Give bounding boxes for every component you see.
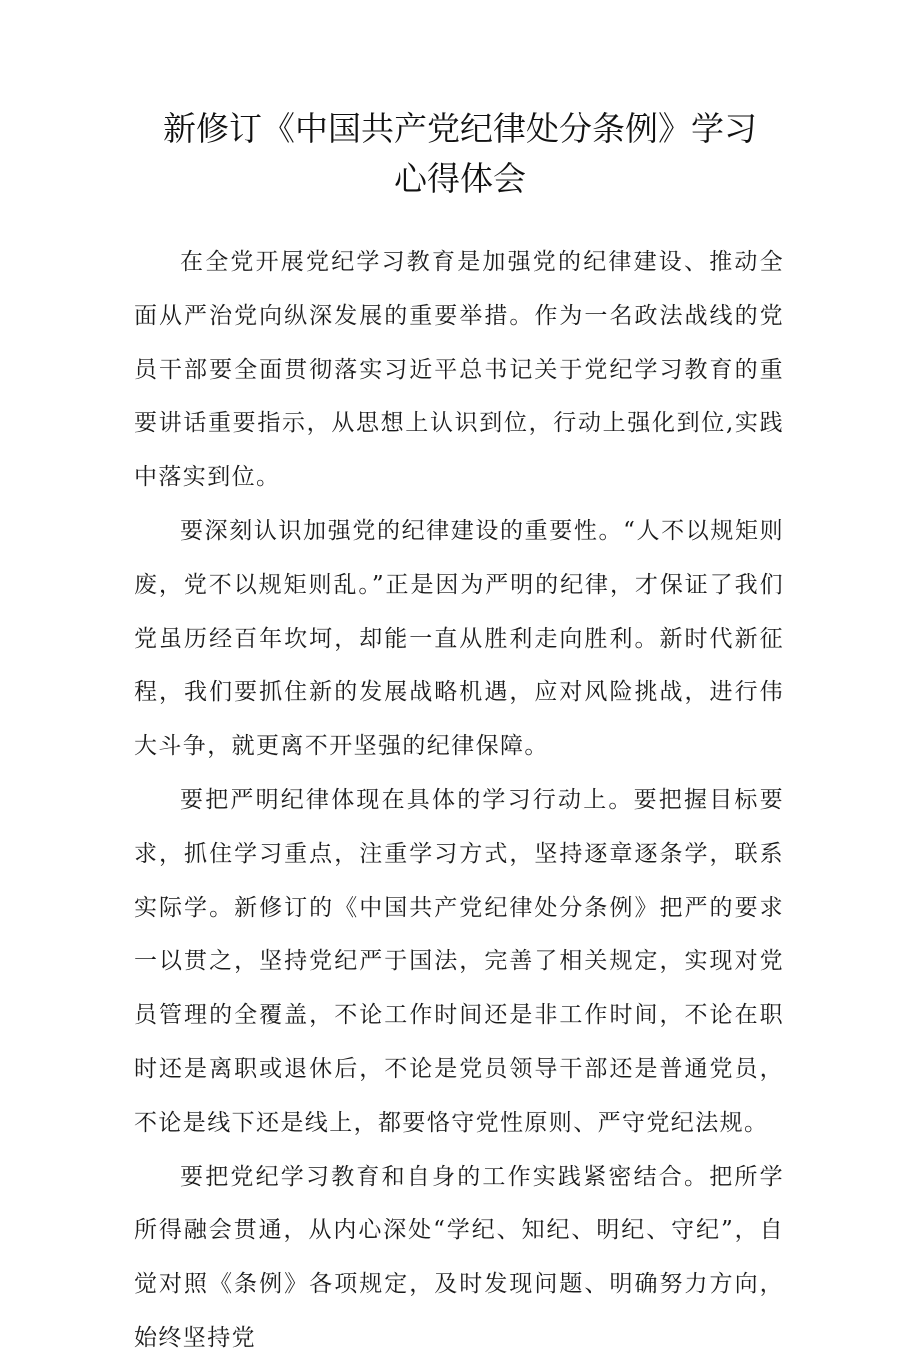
title-line-2: 心得体会 [394, 159, 526, 198]
paragraph-4: 要把党纪学习教育和自身的工作实践紧密结合。把所学所得融会贯通，从内心深处“学纪、知纪、明纪、守纪”，自觉对照《条例》各项规定，及时发现问题、明确努力方向，始终坚持党 [134, 1163, 784, 1351]
title-line-1: 新修订《中国共产党纪律处分条例》学习 [163, 109, 757, 148]
document-body [134, 236, 784, 1366]
paragraph-1: 在全党开展党纪学习教育是加强党的纪律建设、推动全面从严治党向纵深发展的重要举措。作为一名政法战线的党员干部要全面贯彻落实习近平总书记关于党纪学习教育的重要讲话重要指示，从思想上认识到位，行动上强化到位,实践中落实到位。 [134, 249, 784, 491]
paragraph-2: 要深刻认识加强党的纪律建设的重要性。“人不以规矩则废，党不以规矩则乱。”正是因为严明的纪律，才保证了我们党虽历经百年坎坷，却能一直从胜利走向胜利。新时代新征程，我们要抓住新的发展战略机遇，应对风险挑战，进行伟大斗争，就更离不开坚强的纪律保障。 [134, 517, 784, 760]
document-title [110, 104, 810, 204]
paragraph-3: 要把严明纪律体现在具体的学习行动上。要把握目标要求，抓住学习重点，注重学习方式，坚持逐章逐条学，联系实际学。新修订的《中国共产党纪律处分条例》把严的要求一以贯之，坚持党纪严于国法，完善了相关规定，实现对党员管理的全覆盖，不论工作时间还是非工作时间，不论在职时还是离职或退休后，不论是党员领导干部还是普通党员，不论是线下还是线上，都要恪守党性原则、严守党纪法规。 [134, 786, 784, 1136]
